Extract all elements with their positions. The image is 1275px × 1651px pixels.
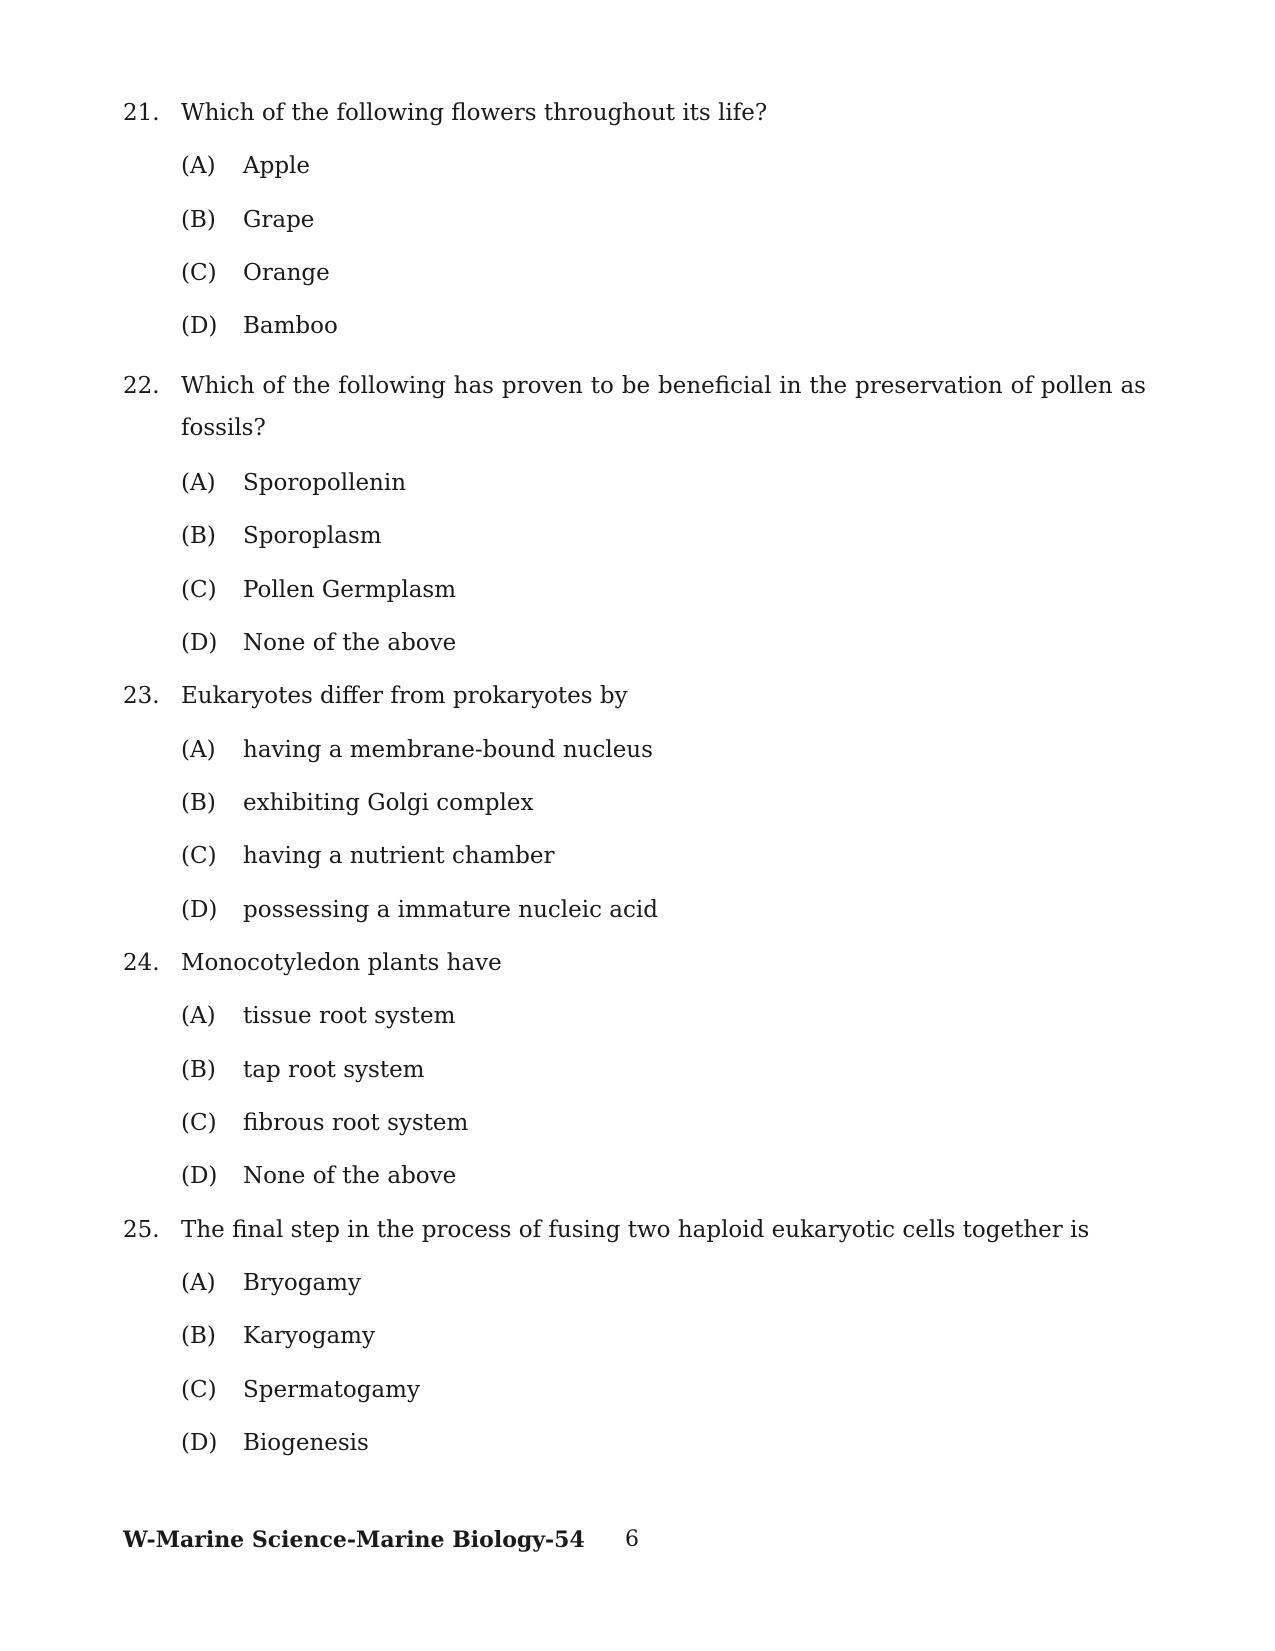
option-text: Sporopollenin: [243, 470, 407, 496]
option-23-a: [0, 729, 1275, 771]
option-21-b: [0, 199, 1275, 241]
option-label: (B): [181, 790, 216, 816]
option-label: (C): [181, 577, 217, 603]
option-label: (C): [181, 1377, 217, 1403]
option-25-d: [0, 1422, 1275, 1464]
option-label: (A): [181, 470, 216, 496]
option-label: (C): [181, 843, 217, 869]
option-21-c: [0, 252, 1275, 294]
option-text: possessing a immature nucleic acid: [243, 897, 658, 923]
option-24-d: [0, 1155, 1275, 1197]
option-label: (A): [181, 737, 216, 763]
option-label: (C): [181, 1110, 217, 1136]
option-21-d: [0, 305, 1275, 347]
option-24-a: [0, 995, 1275, 1037]
option-21-a: [0, 145, 1275, 187]
footer-title: W-Marine Science-Marine Biology-54: [123, 1527, 585, 1553]
option-label: (D): [181, 1163, 218, 1189]
option-text: Spermatogamy: [243, 1377, 420, 1403]
option-text: Bamboo: [243, 313, 338, 339]
option-label: (D): [181, 313, 218, 339]
option-label: (D): [181, 897, 218, 923]
option-text: Biogenesis: [243, 1430, 369, 1456]
option-label: (B): [181, 1323, 216, 1349]
option-label: (B): [181, 1057, 216, 1083]
question-number: 23.: [123, 683, 160, 709]
option-25-a: [0, 1262, 1275, 1304]
option-text: tap root system: [243, 1057, 425, 1083]
option-label: (C): [181, 260, 217, 286]
question-number: 24.: [123, 950, 160, 976]
question-text: The final step in the process of fusing two haploid eukaryotic cells together is: [181, 1217, 1090, 1243]
option-text: Bryogamy: [243, 1270, 361, 1296]
question-text: Which of the following has proven to be beneficial in the preservation of pollen as fossils?: [181, 373, 1146, 441]
option-text: None of the above: [243, 630, 457, 656]
option-24-c: [0, 1102, 1275, 1144]
option-label: (A): [181, 1270, 216, 1296]
option-text: Karyogamy: [243, 1323, 375, 1349]
question-text: Which of the following flowers throughout its life?: [181, 100, 768, 126]
option-text: having a membrane-bound nucleus: [243, 737, 653, 763]
option-22-a: [0, 462, 1275, 504]
option-label: (A): [181, 153, 216, 179]
option-text: having a nutrient chamber: [243, 843, 555, 869]
option-text: fibrous root system: [243, 1110, 469, 1136]
question-number: 22.: [123, 373, 160, 399]
option-text: tissue root system: [243, 1003, 456, 1029]
option-text: Grape: [243, 207, 315, 233]
option-label: (B): [181, 207, 216, 233]
option-label: (D): [181, 1430, 218, 1456]
question-text: Monocotyledon plants have: [181, 950, 502, 976]
option-24-b: [0, 1049, 1275, 1091]
option-25-b: [0, 1315, 1275, 1357]
option-25-c: [0, 1369, 1275, 1411]
option-text: Apple: [243, 153, 311, 179]
option-23-d: [0, 889, 1275, 931]
option-text: Orange: [243, 260, 330, 286]
option-23-c: [0, 835, 1275, 877]
question-number: 25.: [123, 1217, 160, 1243]
question-text: Eukaryotes differ from prokaryotes by: [181, 683, 628, 709]
option-22-d: [0, 622, 1275, 664]
option-23-b: [0, 782, 1275, 824]
option-text: exhibiting Golgi complex: [243, 790, 534, 816]
option-text: None of the above: [243, 1163, 457, 1189]
option-text: Sporoplasm: [243, 523, 382, 549]
option-22-b: [0, 515, 1275, 557]
option-text: Pollen Germplasm: [243, 577, 457, 603]
option-label: (B): [181, 523, 216, 549]
page-number: 6: [625, 1527, 639, 1552]
option-22-c: [0, 569, 1275, 611]
question-number: 21.: [123, 100, 160, 126]
option-label: (D): [181, 630, 218, 656]
option-label: (A): [181, 1003, 216, 1029]
